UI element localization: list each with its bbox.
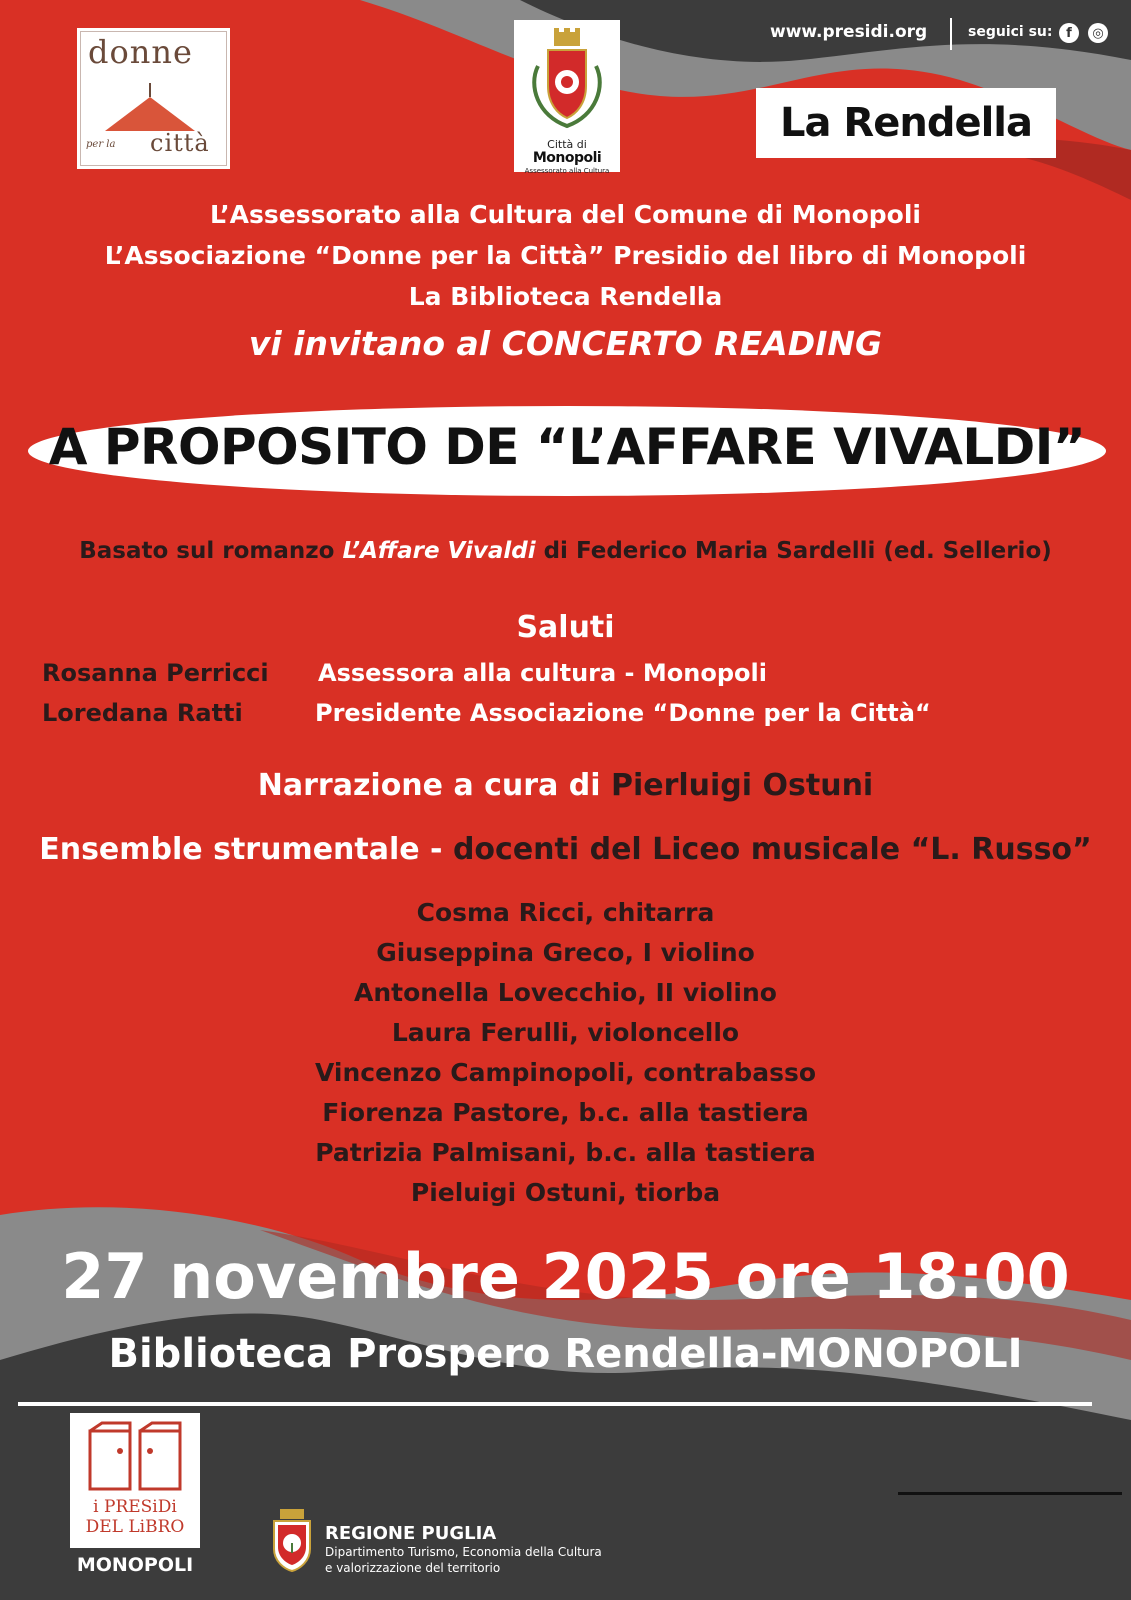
musician-item: Giuseppina Greco, I violino bbox=[376, 938, 755, 967]
header-divider bbox=[950, 18, 952, 50]
regione-dept-line2: e valorizzazione del territorio bbox=[325, 1561, 501, 1575]
presidi-logo-line2: DEL LiBRO bbox=[85, 1517, 185, 1537]
instagram-icon[interactable]: ◎ bbox=[1088, 23, 1108, 43]
footer-divider bbox=[18, 1402, 1092, 1406]
ensemble-detail: docenti del Liceo musicale “L. Russo” bbox=[452, 832, 1092, 867]
logo-word-donne: donne bbox=[88, 33, 193, 71]
musician-item: Laura Ferulli, violoncello bbox=[391, 1018, 740, 1047]
follow-label: seguici su: bbox=[968, 24, 1053, 40]
musician-item: Antonella Lovecchio, II violino bbox=[354, 978, 777, 1007]
crest-icon bbox=[528, 26, 606, 136]
musician-item: Vincenzo Campinopoli, contrabasso bbox=[314, 1058, 817, 1087]
website-url[interactable]: www.presidi.org bbox=[770, 22, 928, 42]
based-on-line bbox=[0, 538, 1131, 564]
presidi-city: MONOPOLI bbox=[76, 1554, 194, 1576]
saluti-heading: Saluti bbox=[516, 610, 615, 645]
organizer-line: L’Associazione “Donne per la Città” Presidio del libro di Monopoli bbox=[104, 241, 1027, 270]
organizer-line: La Biblioteca Rendella bbox=[408, 282, 723, 311]
logo-word-citta: città bbox=[150, 129, 210, 157]
book-title: L’Affare Vivaldi bbox=[342, 538, 536, 564]
monopoli-logo-line2: Monopoli bbox=[532, 150, 602, 166]
regione-puglia-name: REGIONE PUGLIA bbox=[325, 1523, 497, 1544]
narration-label: Narrazione a cura di bbox=[257, 768, 611, 803]
based-on-prefix: Basato sul romanzo bbox=[79, 538, 343, 564]
books-icon bbox=[84, 1421, 186, 1493]
narrator-name: Pierluigi Ostuni bbox=[610, 768, 874, 803]
triangle-icon bbox=[100, 83, 200, 133]
musician-item: Patrizia Palmisani, b.c. alla tastiera bbox=[315, 1138, 816, 1167]
la-rendella-logo bbox=[756, 88, 1056, 158]
musician-item: Pieluigi Ostuni, tiorba bbox=[410, 1178, 721, 1207]
facebook-icon[interactable]: f bbox=[1059, 23, 1079, 43]
presidi-logo-line1: i PRESiDi bbox=[93, 1497, 177, 1517]
event-title: A PROPOSITO DE “L’AFFARE VIVALDI” bbox=[48, 418, 1086, 476]
event-venue: Biblioteca Prospero Rendella-MONOPOLI bbox=[108, 1331, 1023, 1377]
event-date-time: 27 novembre 2025 ore 18:00 bbox=[61, 1240, 1070, 1313]
regione-puglia-crest-icon bbox=[270, 1507, 314, 1573]
saluti-name: Loredana Ratti bbox=[42, 699, 243, 727]
citta-di-monopoli-logo bbox=[514, 20, 620, 175]
footer-accent-line bbox=[898, 1492, 1122, 1495]
monopoli-logo-line1: Città di bbox=[547, 138, 587, 151]
based-on-suffix: di Federico Maria Sardelli (ed. Sellerio) bbox=[535, 538, 1052, 564]
rendella-logo-text: La Rendella bbox=[780, 100, 1032, 146]
musician-item: Fiorenza Pastore, b.c. alla tastiera bbox=[322, 1098, 809, 1127]
invite-line: vi invitano al CONCERTO READING bbox=[248, 324, 883, 363]
presidi-del-libro-logo bbox=[70, 1413, 200, 1548]
saluti-role: Assessora alla cultura - Monopoli bbox=[318, 659, 767, 687]
regione-dept-line1: Dipartimento Turismo, Economia della Cultura bbox=[325, 1545, 602, 1559]
logo-word-perla: per la bbox=[86, 139, 116, 150]
ensemble-line bbox=[0, 832, 1131, 867]
narration-line bbox=[0, 768, 1131, 803]
musician-item: Cosma Ricci, chitarra bbox=[416, 898, 715, 927]
ensemble-label: Ensemble strumentale - bbox=[39, 832, 453, 867]
monopoli-logo-line3: Assessorato alla Cultura bbox=[524, 167, 610, 175]
saluti-name: Rosanna Perricci bbox=[42, 659, 269, 687]
saluti-role: Presidente Associazione “Donne per la Città“ bbox=[315, 699, 931, 727]
donne-per-la-citta-logo bbox=[77, 28, 230, 169]
organizer-line: L’Assessorato alla Cultura del Comune di Monopoli bbox=[209, 200, 921, 229]
